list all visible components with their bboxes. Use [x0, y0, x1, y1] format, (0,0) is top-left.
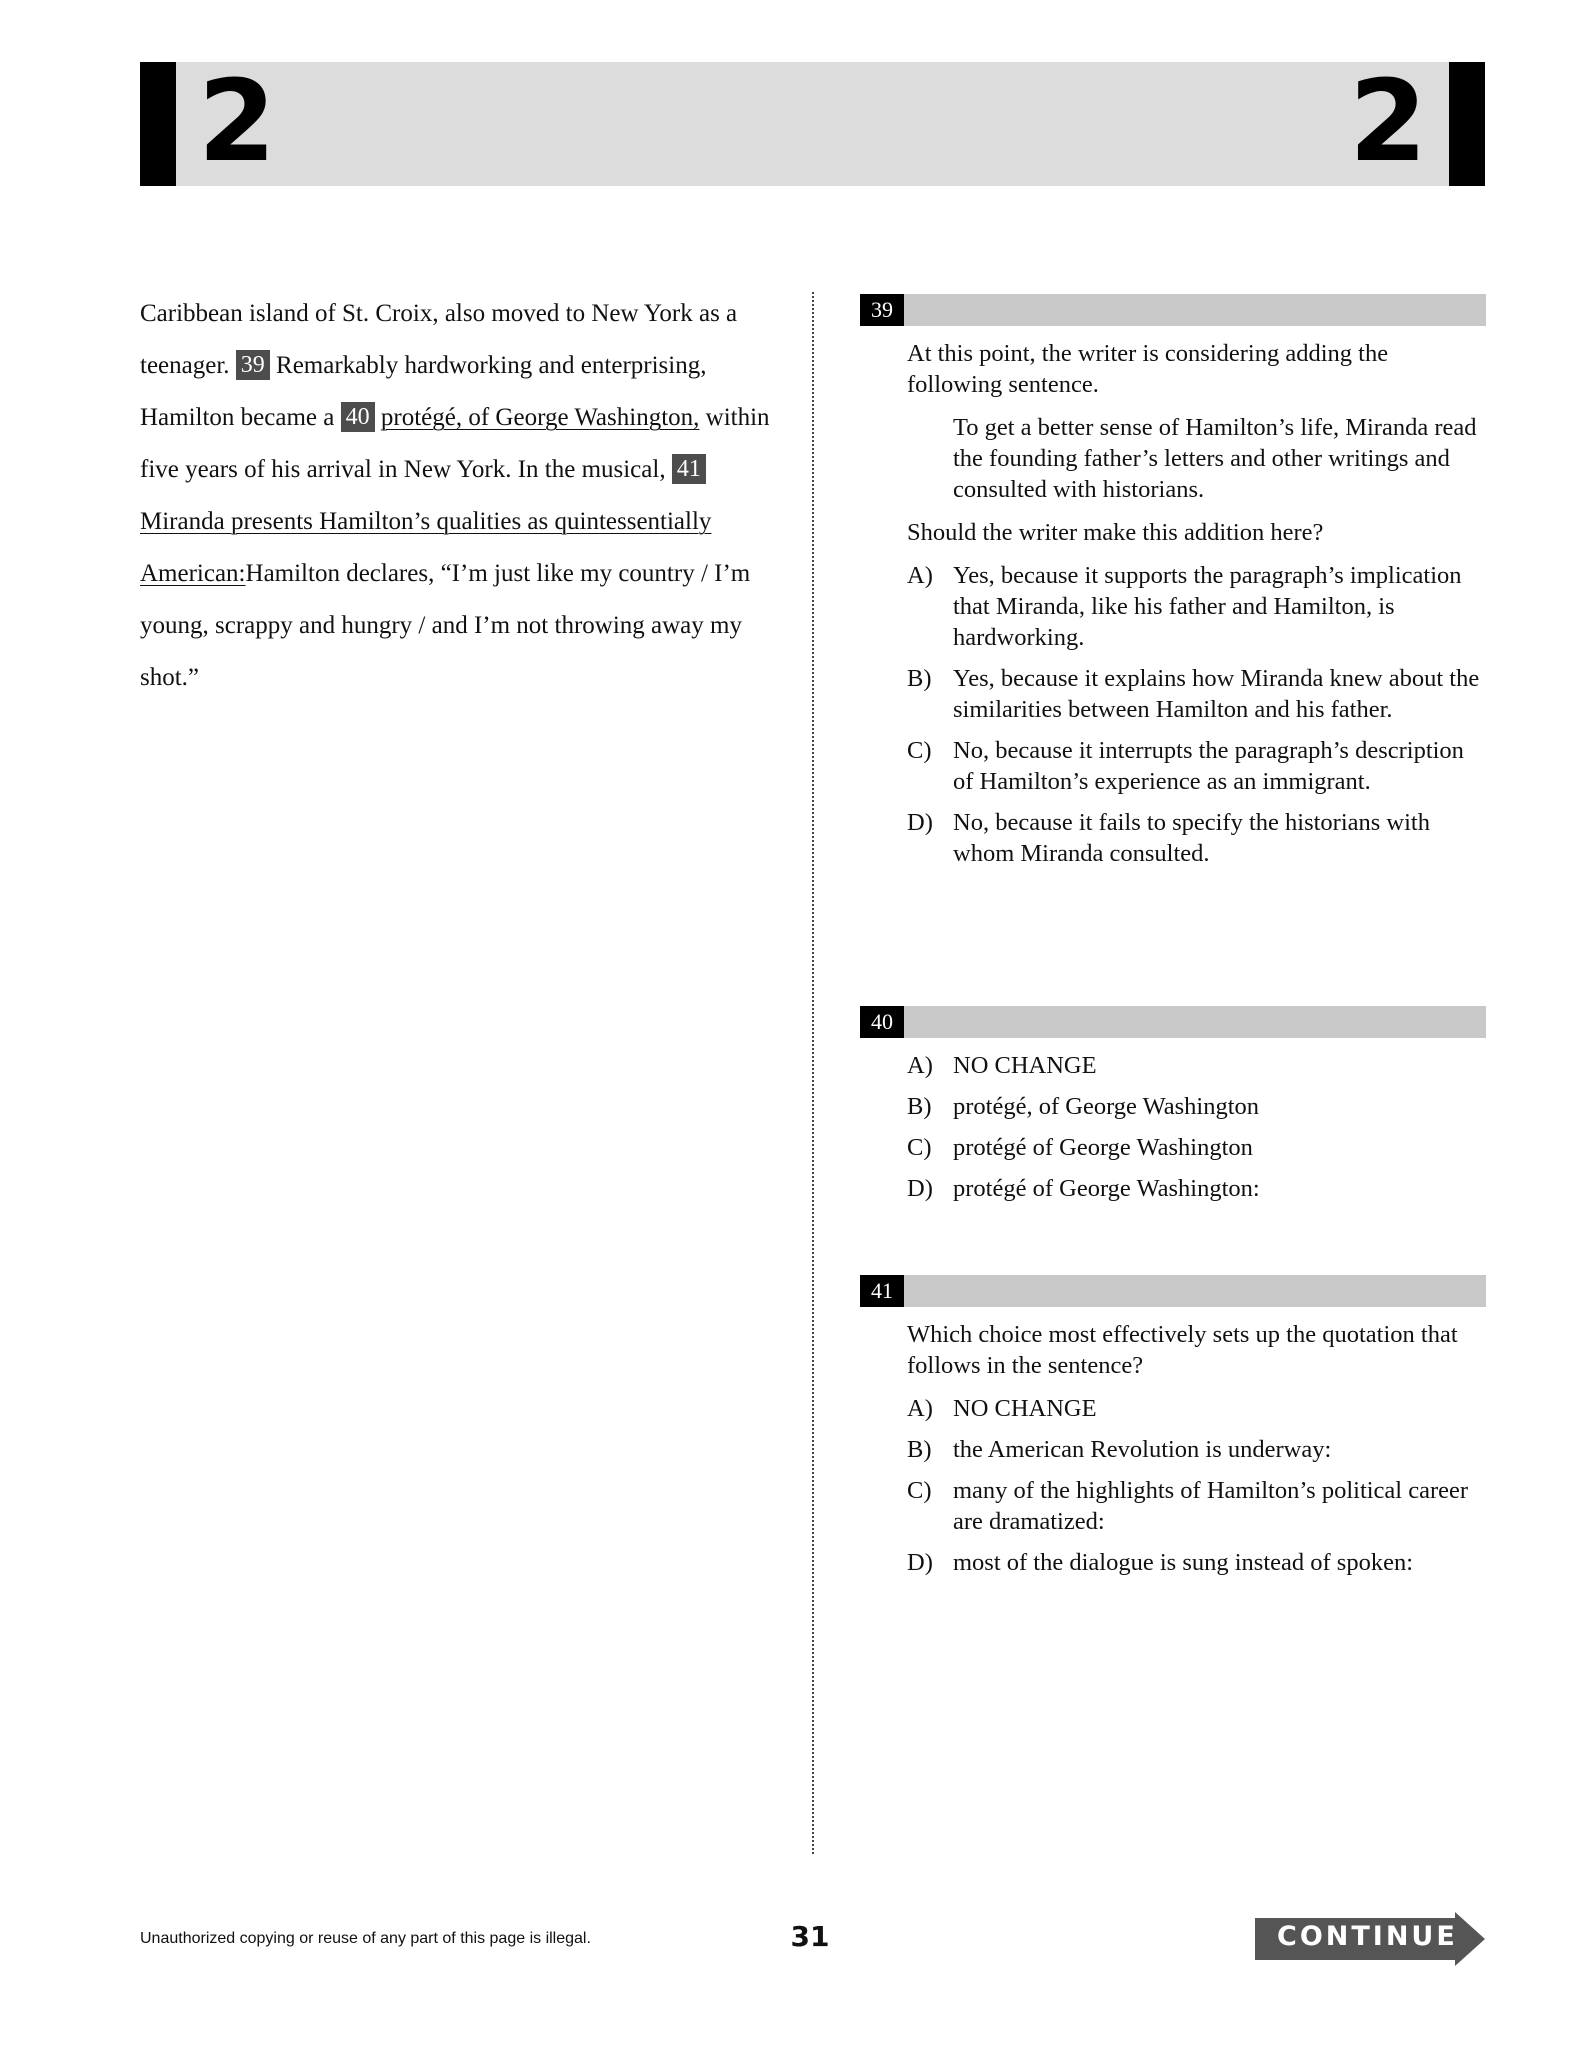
continue-label: CONTINUE	[1277, 1921, 1458, 1952]
passage-text: within five years of his arrival in New York. In the musical,	[140, 404, 770, 483]
answer-choice-d[interactable]	[907, 807, 1486, 869]
answer-choice-b[interactable]	[907, 1091, 1486, 1122]
proposed-sentence: To get a better sense of Hamilton’s life, Miranda read the founding father’s letters and other writings and consulted with historians.	[953, 414, 1477, 503]
choice-label: B)	[907, 665, 932, 692]
answer-choice-d[interactable]	[907, 1547, 1486, 1578]
question-marker-39[interactable]: 39	[236, 350, 270, 380]
passage-text: Remarkably hardworking and enterprising, Hamilton became a	[140, 352, 707, 431]
choice-label: C)	[907, 1134, 932, 1161]
header-bar-right	[1449, 62, 1485, 186]
copyright-notice: Unauthorized copying or reuse of any part of this page is illegal.	[140, 1930, 591, 1947]
question-header-bar	[860, 294, 1486, 326]
question-marker-40[interactable]: 40	[341, 402, 375, 432]
choice-text: No, because it interrupts the paragraph’s description of Hamilton’s experience as an immigrant.	[953, 737, 1464, 795]
header-bar-left	[140, 62, 176, 186]
choice-label: C)	[907, 1477, 932, 1504]
question-stem: At this point, the writer is considering adding the following sentence.	[907, 340, 1389, 398]
answer-choice-b[interactable]	[907, 663, 1486, 725]
choice-label: D)	[907, 1175, 933, 1202]
question-number: 40	[860, 1006, 904, 1038]
choice-label: A)	[907, 562, 933, 589]
choice-text: NO CHANGE	[953, 1052, 1097, 1079]
underlined-portion-41: Miranda presents Hamilton’s qualities as quintessentially American:	[140, 508, 712, 587]
answer-choice-c[interactable]	[907, 1475, 1486, 1537]
section-number-right: 2	[1349, 57, 1427, 187]
section-header	[140, 57, 1485, 187]
answer-choice-a[interactable]	[907, 1393, 1486, 1424]
answer-choice-a[interactable]	[907, 1050, 1486, 1081]
question-41	[860, 1275, 1486, 1588]
choice-label: C)	[907, 737, 932, 764]
answer-choice-b[interactable]	[907, 1434, 1486, 1465]
choice-text: No, because it fails to specify the historians with whom Miranda consulted.	[953, 809, 1430, 867]
question-header-bar	[860, 1006, 1486, 1038]
passage-text: Caribbean island of St. Croix, also moved to New York as a teenager.	[140, 300, 738, 379]
continue-button[interactable]	[1255, 1912, 1485, 1966]
choice-text: Yes, because it explains how Miranda knew about the similarities between Hamilton and his father.	[953, 665, 1480, 723]
choice-text: Yes, because it supports the paragraph’s implication that Miranda, like his father and Hamilton, is hardworking.	[953, 562, 1462, 651]
page-number: 31	[790, 1920, 830, 1953]
answer-choice-a[interactable]	[907, 560, 1486, 653]
choice-text: protégé of George Washington	[953, 1134, 1253, 1161]
choice-label: A)	[907, 1395, 933, 1422]
choice-text: many of the highlights of Hamilton’s political career are dramatized:	[953, 1477, 1469, 1535]
choice-text: most of the dialogue is sung instead of spoken:	[953, 1549, 1413, 1576]
underlined-portion-40: protégé, of George Washington,	[380, 404, 700, 431]
choice-text: protégé, of George Washington	[953, 1093, 1260, 1120]
choice-label: B)	[907, 1436, 932, 1463]
choice-text: protégé of George Washington:	[953, 1175, 1260, 1202]
choice-text: NO CHANGE	[953, 1395, 1097, 1422]
section-number-left: 2	[198, 57, 276, 187]
question-number: 41	[860, 1275, 904, 1307]
column-divider	[812, 292, 814, 1854]
question-40	[860, 1006, 1486, 1214]
question-stem: Which choice most effectively sets up the quotation that follows in the sentence?	[907, 1321, 1458, 1379]
answer-choice-c[interactable]	[907, 1132, 1486, 1163]
choice-label: A)	[907, 1052, 933, 1079]
question-header-bar	[860, 1275, 1486, 1307]
question-marker-41[interactable]: 41	[672, 454, 706, 484]
answer-choice-c[interactable]	[907, 735, 1486, 797]
choice-label: D)	[907, 1549, 933, 1576]
choice-text: the American Revolution is underway:	[953, 1436, 1332, 1463]
question-prompt: Should the writer make this addition here?	[907, 519, 1324, 546]
question-39	[860, 294, 1486, 879]
choice-label: D)	[907, 809, 933, 836]
passage-text: Hamilton declares, “I’m just like my country / I’m young, scrappy and hungry / and I’m not throwing away my shot.”	[140, 560, 751, 691]
answer-choice-d[interactable]	[907, 1173, 1486, 1204]
question-number: 39	[860, 294, 904, 326]
choice-label: B)	[907, 1093, 932, 1120]
passage	[140, 288, 780, 704]
